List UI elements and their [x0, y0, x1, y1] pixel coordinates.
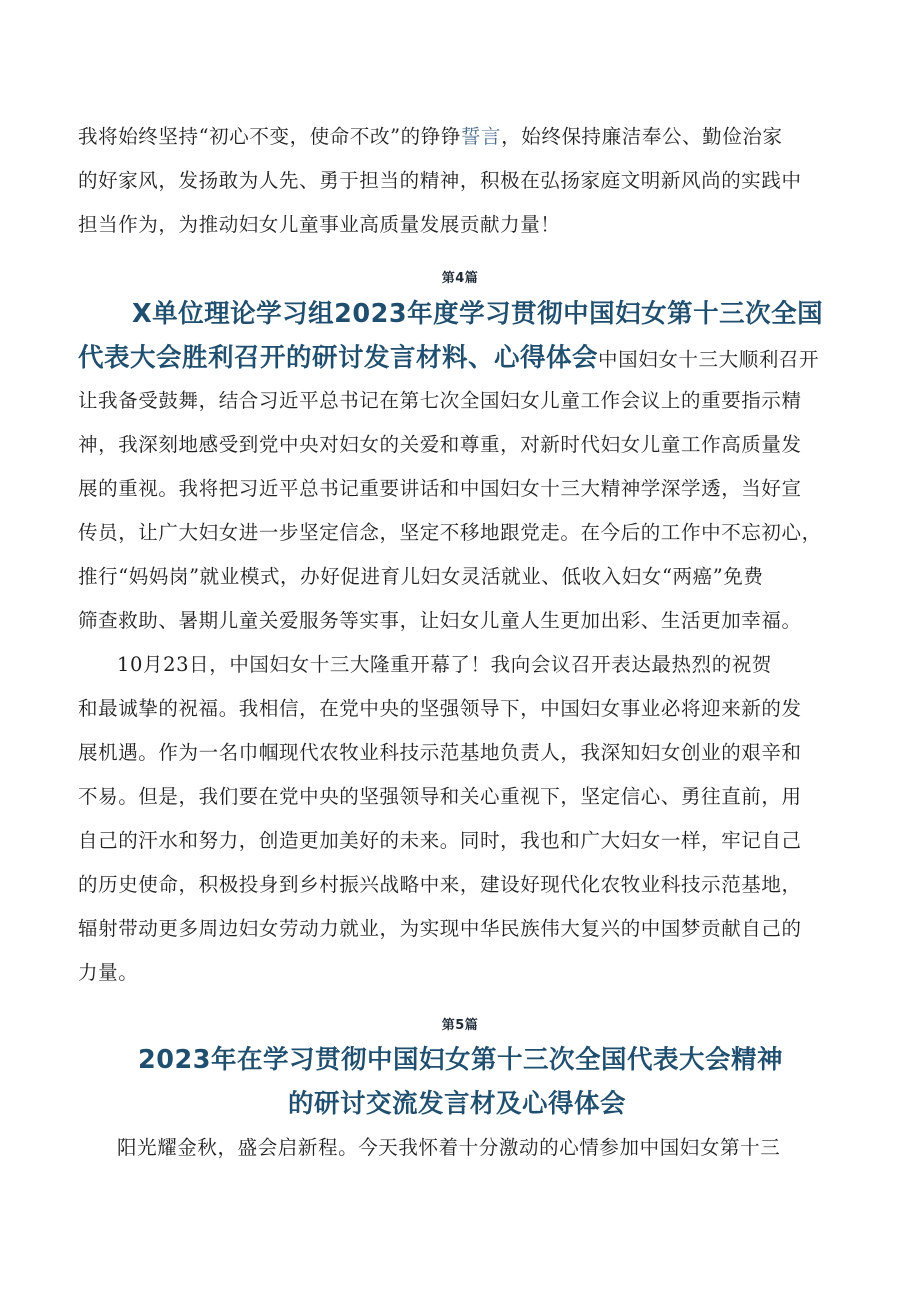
- heading-text: 代表大会胜利召开的研讨发言材料、心得体会: [78, 343, 599, 373]
- text-line: 的好家风，发扬敢为人先、勇于担当的精神，积极在弘扬家庭文明新风尚的实践中: [78, 169, 802, 192]
- text-line: 神，我深刻地感受到党中央对妇女的关爱和尊重，对新时代妇女儿童工作高质量发: [78, 433, 802, 456]
- text-line: 展机遇。作为一名巾帼现代农牧业科技示范基地负责人，我深知妇女创业的艰辛和: [78, 741, 802, 764]
- text-line: 力量。: [78, 961, 139, 984]
- text-line: 自己的汗水和努力，创造更加美好的未来。同时，我也和广大妇女一样，牢记自己: [78, 829, 802, 852]
- text-line: 辐射带动更多周边妇女劳动力就业，为实现中华民族伟大复兴的中国梦贡献自己的: [78, 917, 802, 940]
- text-span: 我将始终坚持“初心不变，使命不改”的铮铮: [78, 125, 461, 148]
- text-line: 传员，让广大妇女进一步坚定信念，坚定不移地跟党走。在今后的工作中不忘初心，: [78, 521, 822, 544]
- paragraph-start: 中国妇女十三大顺利召开: [598, 348, 820, 371]
- text-span: ，始终保持廉洁奉公、勤俭治家: [501, 125, 783, 148]
- text-line: 不易。但是，我们要在党中央的坚强领导和关心重视下，坚定信心、勇往直前，用: [78, 785, 802, 808]
- text-line: 推行“妈妈岗”就业模式，办好促进育儿妇女灵活就业、低收入妇女“两癌”免费: [78, 565, 764, 588]
- text-line: 和最诚挚的祝福。我相信，在党中央的坚强领导下，中国妇女事业必将迎来新的发: [78, 697, 802, 720]
- section-heading: 2023年在学习贯彻中国妇女第十三次全国代表大会精神: [138, 1045, 783, 1075]
- text-line: 展的重视。我将把习近平总书记重要讲话和中国妇女十三大精神学深学透，当好宣: [78, 477, 802, 500]
- section-label: 第5篇: [441, 1018, 479, 1033]
- text-accent-span: 誓言: [460, 125, 502, 148]
- text-line: 10月23日，中国妇女十三大隆重开幕了！我向会议召开表达最热烈的祝贺: [117, 653, 773, 676]
- text-line: 的历史使命，积极投身到乡村振兴战略中来，建设好现代化农牧业科技示范基地，: [78, 873, 802, 896]
- text-line: [78, 125, 848, 149]
- section-heading: 的研讨交流发言材及心得体会: [288, 1089, 627, 1119]
- text-line: 阳光耀金秋，盛会启新程。今天我怀着十分激动的心情参加中国妇女第十三: [117, 1136, 781, 1159]
- text-line: 让我备受鼓舞，结合习近平总书记在第七次全国妇女儿童工作会议上的重要指示精: [78, 389, 802, 412]
- section-label: 第4篇: [441, 271, 479, 286]
- text-line: 担当作为，为推动妇女儿童事业高质量发展贡献力量！: [78, 213, 561, 236]
- section-heading: [78, 341, 819, 377]
- section-heading: X单位理论学习组2023年度学习贯彻中国妇女第十三次全国: [132, 299, 824, 329]
- text-line: 筛查救助、暑期儿童关爱服务等实事，让妇女儿童人生更加出彩、生活更加幸福。: [78, 609, 802, 632]
